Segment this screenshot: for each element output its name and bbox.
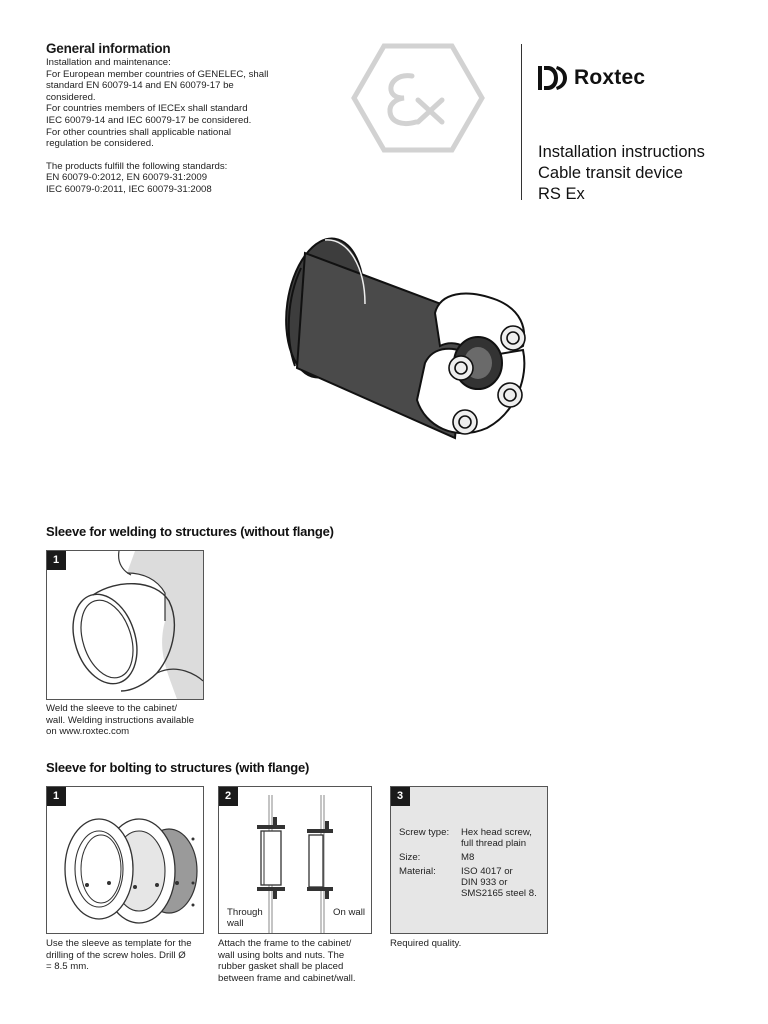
general-info-title: General information <box>46 41 171 56</box>
bolting-step-3-caption: Required quality. <box>390 938 462 949</box>
bolting-step-3-panel <box>390 786 548 934</box>
step-number: 3 <box>390 786 410 806</box>
step-number: 2 <box>218 786 238 806</box>
step-number: 1 <box>46 786 66 806</box>
welding-step-1-panel <box>46 550 204 700</box>
welding-step-1-caption: Weld the sleeve to the cabinet/ wall. Welding instructions available on www.roxtec.com <box>46 703 195 738</box>
flange-template-illustration <box>47 787 203 933</box>
general-info-text: Installation and maintenance: For European member countries of GENELEC, shall standard EN 60079-14 and EN 60079-17 be considered. For countries members of IECEx shall standard IEC 60079-14 and IEC 60079-17 be considered. For other countries shall applicable national regulation be considered. The products fulfill the following standards: EN 60079-0:2012, EN 60079-31:2009 IEC 60079-0:2011, IEC 60079-31:2008 <box>46 57 269 195</box>
spec-row: Screw type: Hex head screw, full thread plain <box>399 827 532 849</box>
header-divider <box>521 44 522 200</box>
bolting-step-2-caption: Attach the frame to the cabinet/ wall using bolts and nuts. The rubber gasket shall be placed between frame and cabinet/wall. <box>218 938 356 984</box>
screw-spec-table <box>399 827 547 902</box>
spec-row: Material: ISO 4017 or DIN 933 or SMS2165 steel 8. <box>399 866 537 899</box>
ex-hexagon-icon <box>350 42 486 154</box>
section-title-bolting: Sleeve for bolting to structures (with flange) <box>46 760 310 775</box>
step-number: 1 <box>46 550 66 570</box>
bolting-step-1-panel <box>46 786 204 934</box>
spec-row: Size: M8 <box>399 852 475 863</box>
roxtec-logo <box>538 63 645 93</box>
welding-sleeve-illustration <box>47 551 203 699</box>
through-wall-label: Through wall <box>227 907 263 929</box>
section-title-welding: Sleeve for welding to structures (without flange) <box>46 524 334 539</box>
brand-name: Roxtec <box>574 66 646 89</box>
cable-transit-device-illustration <box>265 228 555 458</box>
document-title: Installation instructions Cable transit device RS Ex <box>538 143 705 203</box>
on-wall-label: On wall <box>333 907 365 918</box>
bolting-step-1-caption: Use the sleeve as template for the drilling of the screw holes. Drill Ø = 8.5 mm. <box>46 938 192 973</box>
roxtec-mark-icon <box>538 65 568 91</box>
bolting-step-2-panel <box>218 786 372 934</box>
